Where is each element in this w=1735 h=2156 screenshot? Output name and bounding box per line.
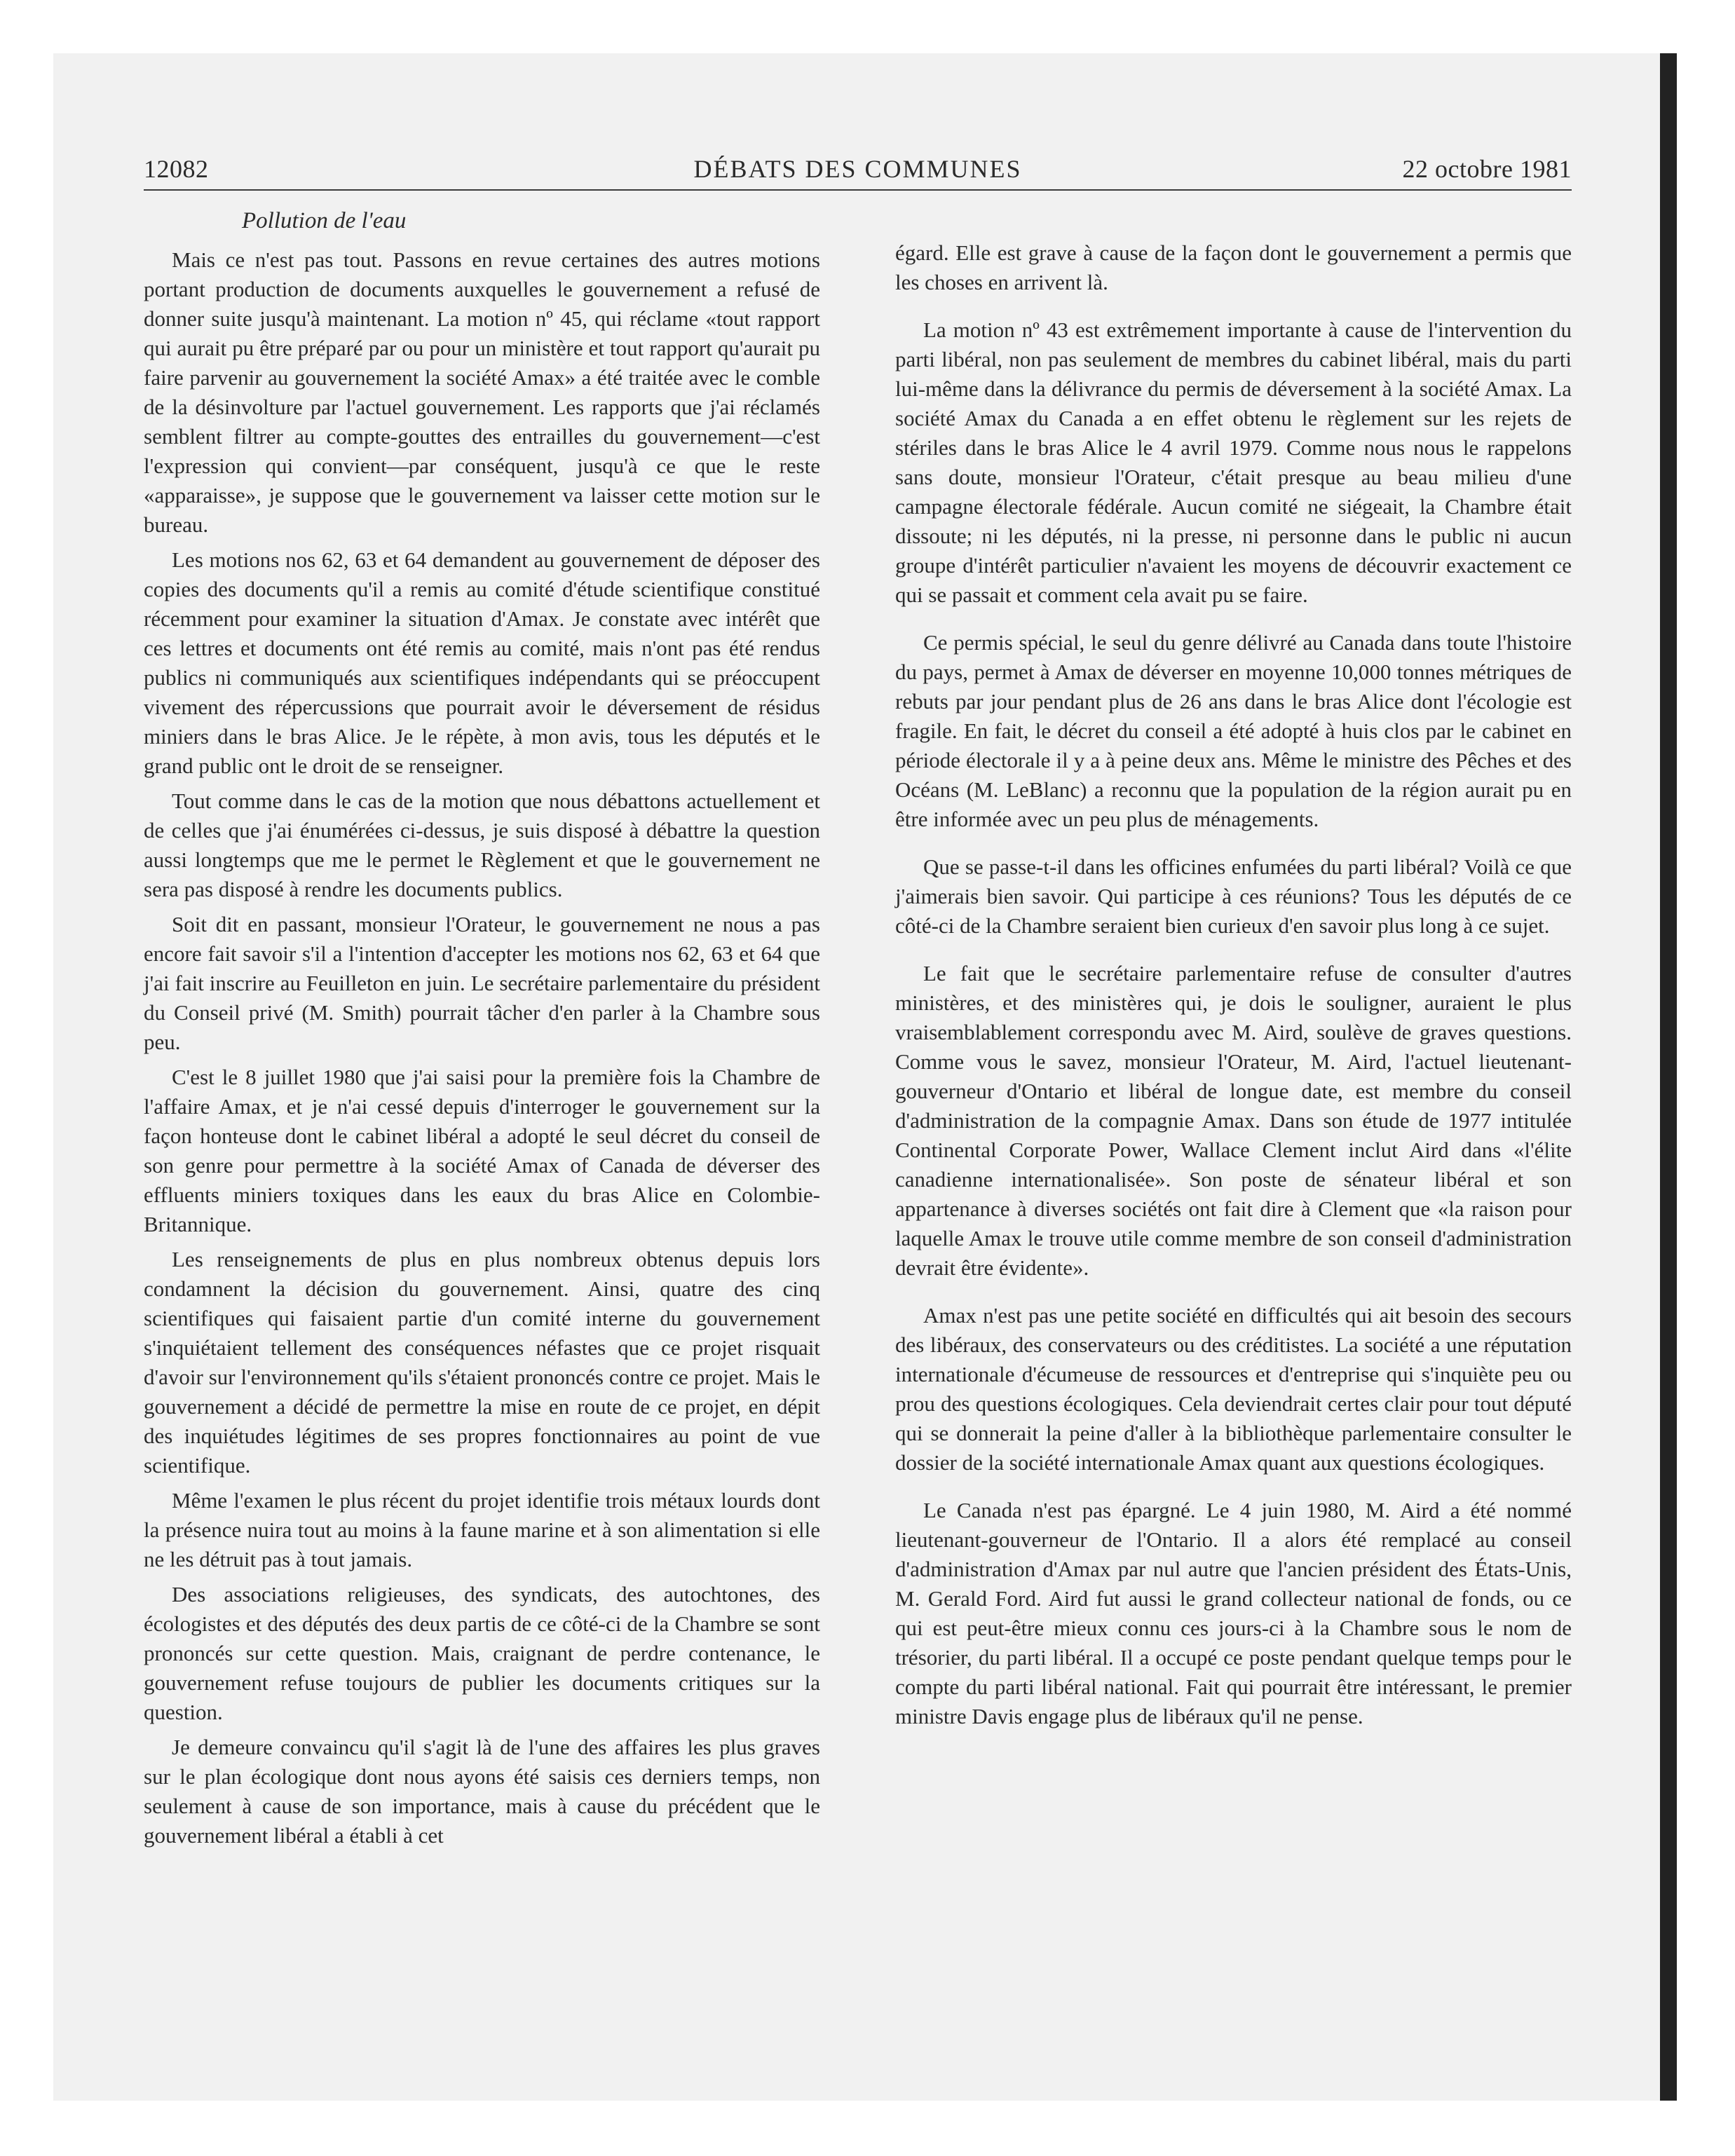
document-page — [144, 153, 1572, 1856]
scan-edge-bar — [1660, 53, 1677, 2101]
paragraph: C'est le 8 juillet 1980 que j'ai saisi pour la première fois la Chambre de l'affaire Amax, et je n'ai cessé depuis d'interroger le gouvernement sur la façon honteuse dont le cabinet libéral a adopté le seul décret du conseil de son genre pour permettre à la société Amax of Canada de déverser des effluents miniers toxiques dans les eaux du bras Alice en Colombie-Britannique. — [144, 1065, 820, 1236]
paragraph: Des associations religieuses, des syndicats, des autochtones, des écologistes et des députés des deux partis de ce côté-ci de la Chambre se sont prononcés sur cette question. Mais, craignant de perdre contenance, le gouvernement refuse toujours de publier les documents critiques sur la question. — [144, 1582, 820, 1724]
paragraph: Je demeure convaincu qu'il s'agit là de l'une des affaires les plus graves sur le plan écologique dont nous ayons été saisis ces derniers temps, non seulement à cause de son importance, mais à cause du précédent que le gouvernement libéral a établi à cet — [144, 1735, 820, 1848]
paragraph: Mais ce n'est pas tout. Passons en revue certaines des autres motions portant production de documents auxquelles le gouvernement a refusé de donner suite jusqu'à maintenant. La motion nº 45, qui réclame «tout rapport qui aurait pu être préparé par ou pour un ministère et tout rapport qu'aurait pu faire parvenir au gouvernement la société Amax» a été traitée avec le comble de la désinvolture par l'actuel gouvernement. Les rapports que j'ai réclamés semblent filtrer au compte-gouttes des entrailles du gouvernement—c'est l'expression qui convient—par conséquent, jusqu'à ce que le reste «apparaisse», je suppose que le gouvernement va laisser cette motion sur le bureau. — [144, 247, 820, 537]
paragraph: Soit dit en passant, monsieur l'Orateur, le gouvernement ne nous a pas encore fait savoir s'il a l'intention d'accepter les motions nos 62, 63 et 64 que j'ai fait inscrire au Feuilleton en juin. Le secrétaire parlementaire du président du Conseil privé (M. Smith) pourrait tâcher d'en parler à la Chambre sous peu. — [144, 912, 820, 1054]
paragraph: Ce permis spécial, le seul du genre délivré au Canada dans toute l'histoire du pays, permet à Amax de déverser en moyenne 10,000 tonnes métriques de rebuts par jour pendant plus de 26 ans dans le bras Alice dont l'écologie est fragile. En fait, le décret du conseil a été adopté à huis clos par le cabinet en période électorale il y a à peine deux ans. Même le ministre des Pêches et des Océans (M. LeBlanc) a reconnu que la population de la région aurait pu en être informée avec un peu plus de ménagements. — [895, 630, 1572, 831]
publication-title: DÉBATS DES COMMUNES — [693, 155, 1022, 183]
section-title: Pollution de l'eau — [242, 208, 407, 233]
page-number: 12082 — [144, 155, 209, 183]
right-column — [895, 200, 1572, 1856]
paragraph: La motion nº 43 est extrêmement importante à cause de l'intervention du parti libéral, non pas seulement de membres du cabinet libéral, mais du parti lui-même dans la délivrance du permis de déversement à la société Amax. La société Amax du Canada a en effet obtenu le règlement sur les rejets de stériles dans le bras Alice le 4 avril 1979. Comme nous nous le rappelons sans doute, monsieur l'Orateur, c'était presque au beau milieu d'une campagne électorale fédérale. Aucun comité ne siégeait, la Chambre était dissoute; ni les députés, ni la presse, ni personne dans le public ni aucun groupe d'intérêt particulier n'avaient les moyens de découvrir exactement ce qui se passait et comment cela avait pu se faire. — [895, 318, 1572, 607]
paragraph: Les renseignements de plus en plus nombreux obtenus depuis lors condamnent la décision du gouvernement. Ainsi, quatre des cinq scientifiques qui faisaient partie d'un comité interne du gouvernement s'inquiétaient tellement des conséquences néfastes que ce projet risquait d'avoir sur l'environnement qu'ils s'étaient prononcés contre ce projet. Mais le gouvernement a décidé de permettre la mise en route de ce projet, en dépit des inquiétudes légitimes de ses propres fonctionnaires au point de vue scientifique. — [144, 1247, 820, 1478]
paragraph: Amax n'est pas une petite société en difficultés qui ait besoin des secours des libéraux, des conservateurs ou des créditistes. La société a une réputation internationale d'écumeuse de ressources et d'entreprise qui s'inquiète peu ou prou des questions écologiques. Cela deviendrait certes clair pour tout député qui se donnerait la peine d'aller à la bibliothèque parlementaire consulter le dossier de la société internationale Amax quant aux questions écologiques. — [895, 1303, 1572, 1475]
paragraph: Les motions nos 62, 63 et 64 demandent au gouvernement de déposer des copies des documents qu'il a remis au comité d'étude scientifique constitué récemment pour examiner la situation d'Amax. Je constate avec intérêt que ces lettres et documents ont été remis au comité, mais n'ont pas été rendus publics ni communiqués aux scientifiques indépendants qui se préoccupent vivement des répercussions que pourrait avoir le déversement de résidus miniers dans le bras Alice. Je le répète, à mon avis, tous les députés et le grand public ont le droit de se renseigner. — [144, 547, 820, 778]
paragraph: Le Canada n'est pas épargné. Le 4 juin 1980, M. Aird a été nommé lieutenant-gouverneur de l'Ontario. Il a alors été remplacé au conseil d'administration d'Amax par nul autre que l'ancien président des États-Unis, M. Gerald Ford. Aird fut aussi le grand collecteur national de fonds, ou ce qui est peut-être mieux connu ces jours-ci à la Chambre sous le nom de trésorier, du parti libéral. Il a occupé ce poste pendant quelque temps pour le compte du parti libéral national. Fait qui pourrait être intéressant, le premier ministre Davis engage plus de libéraux qu'il ne pense. — [895, 1498, 1572, 1728]
left-column — [144, 200, 820, 1856]
paragraph: Le fait que le secrétaire parlementaire refuse de consulter d'autres ministères, et des ministères qui, je dois le souligner, auraient le plus vraisemblablement correspondu avec M. Aird, soulève de graves questions. Comme vous le savez, monsieur l'Orateur, M. Aird, l'actuel lieutenant-gouverneur d'Ontario et libéral de longue date, est membre du conseil d'administration de la compagnie Amax. Dans son étude de 1977 intitulée Continental Corporate Power, Wallace Clement inclut Aird dans «l'élite canadienne internationalisée». Son poste de sénateur libéral et son appartenance à diverses sociétés ont fait dire à Clement que «la raison pour laquelle Amax le trouve utile comme membre de son conseil d'administration devrait être évidente». — [895, 961, 1572, 1280]
paragraph-continued: égard. Elle est grave à cause de la façon dont le gouvernement a permis que les choses en arrivent là. — [895, 240, 1572, 294]
paragraph: Même l'examen le plus récent du projet identifie trois métaux lourds dont la présence nuira tout au moins à la faune marine et à son alimentation si elle ne les détruit pas à tout jamais. — [144, 1488, 820, 1571]
page-date: 22 octobre 1981 — [1402, 155, 1572, 183]
paragraph: Tout comme dans le cas de la motion que nous débattons actuellement et de celles que j'ai énumérées ci-dessus, je suis disposé à débattre la question aussi longtemps que me le permet le Règlement et que le gouvernement ne sera pas disposé à rendre les documents publics. — [144, 789, 820, 901]
page-header — [144, 153, 1572, 191]
text-columns — [144, 200, 1572, 1856]
paragraph: Que se passe-t-il dans les officines enfumées du parti libéral? Voilà ce que j'aimerais bien savoir. Qui participe à ces réunions? Tous les députés de ce côté-ci de la Chambre seraient bien curieux d'en savoir plus long à ce sujet. — [895, 854, 1572, 938]
